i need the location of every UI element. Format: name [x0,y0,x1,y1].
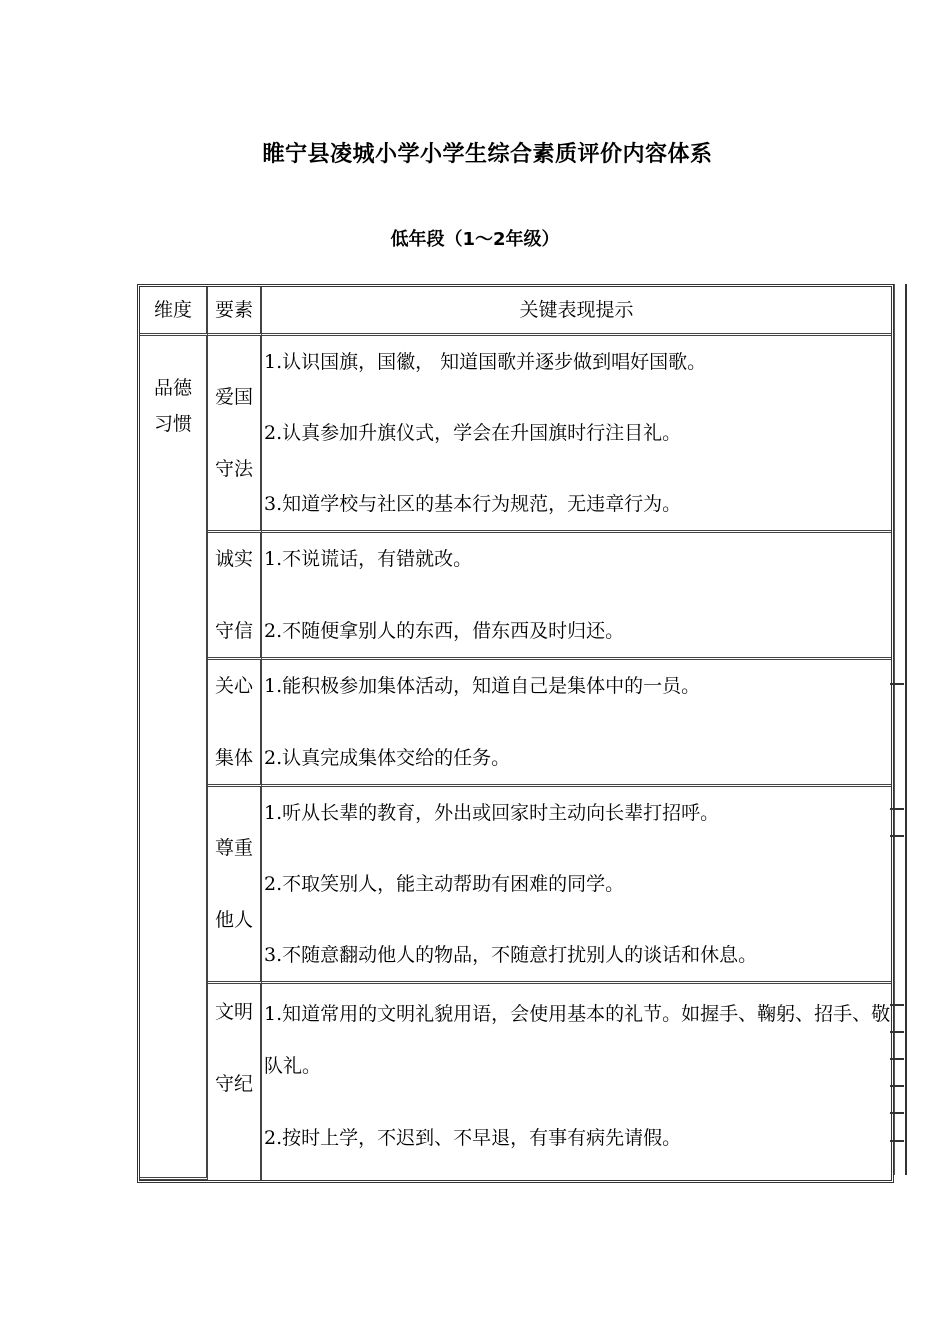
dimension-cell: 品德 习惯 [140,336,208,1180]
list-item: 1.听从长辈的教育，外出或回家时主动向长辈打招呼。 [264,802,720,824]
list-item: 3.知道学校与社区的基本行为规范，无违章行为。 [264,493,682,515]
table-row [140,336,891,533]
document-subtitle: 低年段（1～2年级） [390,229,560,250]
header-element: 要素 [208,287,262,336]
list-item: 1.不说谎话，有错就改。 [264,548,473,570]
list-item: 2.认真完成集体交给的任务。 [264,747,511,769]
items-cell [262,336,891,533]
border-tick [890,1112,904,1114]
element-cell [208,336,262,533]
element-label: 他人 [214,909,253,931]
list-item: 1.认识国旗，国徽， 知道国歌并逐步做到唱好国歌。 [264,351,707,373]
evaluation-table [137,284,904,1175]
element-label: 守法 [214,458,253,480]
element-cell [208,660,262,787]
element-label: 诚实 [214,548,253,570]
element-label: 守纪 [214,1073,253,1095]
border-tick [890,808,904,810]
element-label: 爱国 [214,386,253,408]
border-tick [890,835,904,837]
table-row [140,787,891,984]
table-row [140,533,891,660]
table-row [140,984,891,1180]
border-tick [890,1140,904,1142]
element-label: 守信 [214,620,253,642]
items-cell [262,787,891,984]
dimension-label: 品德 [153,377,192,399]
element-cell [208,787,262,984]
border-tick [890,683,904,685]
element-label: 尊重 [214,837,253,859]
element-label: 关心 [214,675,253,697]
list-item: 2.认真参加升旗仪式，学会在升国旗时行注目礼。 [264,422,682,444]
document-title: 睢宁县凌城小学小学生综合素质评价内容体系 [262,142,713,167]
items-cell [262,533,891,660]
list-item: 2.不取笑别人，能主动帮助有困难的同学。 [264,873,625,895]
element-cell [208,984,262,1180]
items-cell [262,984,891,1180]
list-item: 1.知道常用的文明礼貌用语，会使用基本的礼节。如握手、鞠躬、招手、敬队礼。 [264,1003,891,1077]
table-row [140,660,891,787]
border-tick [890,1004,904,1006]
table-header-row [140,287,891,336]
list-item: 2.不随便拿别人的东西，借东西及时归还。 [264,620,625,642]
element-label: 集体 [214,747,253,769]
items-cell [262,660,891,787]
list-item: 3.不随意翻动他人的物品，不随意打扰别人的谈话和休息。 [264,944,758,966]
header-key-performance: 关键表现提示 [262,287,891,336]
table-right-border [894,284,907,1175]
border-tick [890,1058,904,1060]
border-tick [890,1085,904,1087]
list-item: 2.按时上学，不迟到、不早退，有事有病先请假。 [264,1127,682,1149]
list-item: 1.能积极参加集体活动，知道自己是集体中的一员。 [264,675,701,697]
border-tick [890,1031,904,1033]
element-label: 文明 [214,1001,253,1023]
header-dimension: 维度 [140,287,208,336]
element-cell [208,533,262,660]
